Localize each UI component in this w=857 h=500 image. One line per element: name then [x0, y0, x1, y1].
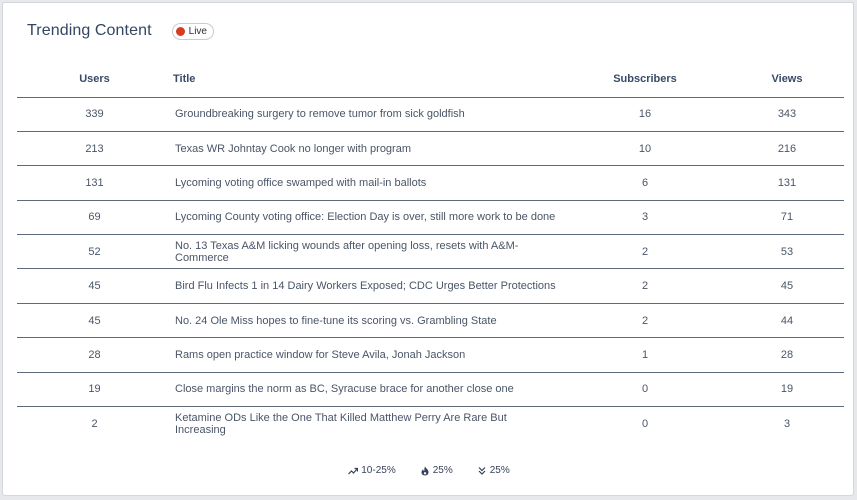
- cell-subscribers: 16: [560, 97, 730, 131]
- cell-title[interactable]: No. 13 Texas A&M licking wounds after opening loss, resets with A&M-Commerce: [172, 235, 560, 269]
- cell-subscribers: 0: [560, 372, 730, 406]
- cell-users: 45: [17, 303, 172, 337]
- cell-users: 2: [91, 417, 98, 430]
- trending-content-card: [2, 2, 854, 496]
- table-header-row: [17, 61, 844, 97]
- flame-icon: [420, 466, 430, 476]
- column-header-users: Users: [17, 61, 172, 97]
- cell-users: 69: [17, 200, 172, 234]
- cell-views: 45: [730, 269, 844, 303]
- card-title: Trending Content: [27, 22, 152, 39]
- cell-title[interactable]: Lycoming County voting office: Election Day is over, still more work to be done: [172, 200, 560, 234]
- cell-views: 53: [730, 235, 844, 269]
- table-row[interactable]: [17, 269, 844, 303]
- cell-subscribers: 2: [560, 269, 730, 303]
- live-label: Live: [188, 25, 207, 37]
- column-header-views: Views: [730, 61, 844, 97]
- cell-users: 131: [17, 166, 172, 200]
- card-header: [27, 22, 214, 40]
- cell-subscribers: 0: [641, 417, 649, 430]
- double-chevron-down-icon: [477, 466, 487, 476]
- live-dot-icon: [176, 27, 185, 36]
- table-row[interactable]: [17, 235, 844, 269]
- legend-label-hot: 25%: [432, 465, 453, 476]
- legend-item-declining: [477, 465, 510, 476]
- cell-title[interactable]: Ketamine ODs Like the One That Killed Matthew Perry Are Rare But Increasing: [175, 411, 507, 436]
- table-row[interactable]: [17, 131, 844, 165]
- cell-users: 213: [17, 131, 172, 165]
- cell-users: 19: [17, 372, 172, 406]
- cell-views: 131: [730, 166, 844, 200]
- trending-table: [17, 61, 844, 441]
- cell-title[interactable]: Texas WR Johntay Cook no longer with program: [172, 131, 560, 165]
- table-row[interactable]: [17, 97, 844, 131]
- cell-users: 339: [17, 97, 172, 131]
- cell-views: 71: [730, 200, 844, 234]
- table-row[interactable]: [17, 338, 844, 372]
- column-header-subscribers: Subscribers: [560, 61, 730, 97]
- cell-views: 19: [730, 372, 844, 406]
- legend-item-trending: [348, 465, 395, 476]
- legend-label-declining: 25%: [489, 465, 510, 476]
- cell-views: 28: [730, 338, 844, 372]
- cell-title[interactable]: Close margins the norm as BC, Syracuse brace for another close one: [172, 372, 560, 406]
- cell-views: 3: [783, 417, 791, 430]
- table-row[interactable]: [17, 303, 844, 337]
- cell-title[interactable]: Bird Flu Infects 1 in 14 Dairy Workers Exposed; CDC Urges Better Protections: [172, 269, 560, 303]
- legend-item-hot: [420, 465, 453, 476]
- live-badge: [172, 23, 214, 40]
- legend: [3, 465, 855, 476]
- cell-subscribers: 2: [560, 303, 730, 337]
- cell-subscribers: 3: [560, 200, 730, 234]
- cell-subscribers: 1: [560, 338, 730, 372]
- cell-users: 28: [17, 338, 172, 372]
- trending-up-icon: [348, 466, 358, 476]
- cell-users: 45: [17, 269, 172, 303]
- table-row[interactable]: [17, 372, 844, 406]
- table-body: [17, 97, 844, 441]
- cell-subscribers: 2: [560, 235, 730, 269]
- cell-views: 44: [730, 303, 844, 337]
- cell-title[interactable]: Rams open practice window for Steve Avila, Jonah Jackson: [172, 338, 560, 372]
- cell-subscribers: 6: [560, 166, 730, 200]
- cell-subscribers: 10: [560, 131, 730, 165]
- cell-title[interactable]: No. 24 Ole Miss hopes to fine-tune its scoring vs. Grambling State: [172, 303, 560, 337]
- cell-title[interactable]: Groundbreaking surgery to remove tumor from sick goldfish: [172, 97, 560, 131]
- column-header-title: Title: [172, 61, 560, 97]
- table-row[interactable]: [17, 200, 844, 234]
- table-row[interactable]: [17, 166, 844, 200]
- cell-title[interactable]: Lycoming voting office swamped with mail-in ballots: [172, 166, 560, 200]
- cell-views: 343: [730, 97, 844, 131]
- cell-views: 216: [730, 131, 844, 165]
- legend-label-trending: 10-25%: [361, 465, 396, 476]
- table-row[interactable]: [17, 407, 844, 441]
- cell-users: 52: [17, 235, 172, 269]
